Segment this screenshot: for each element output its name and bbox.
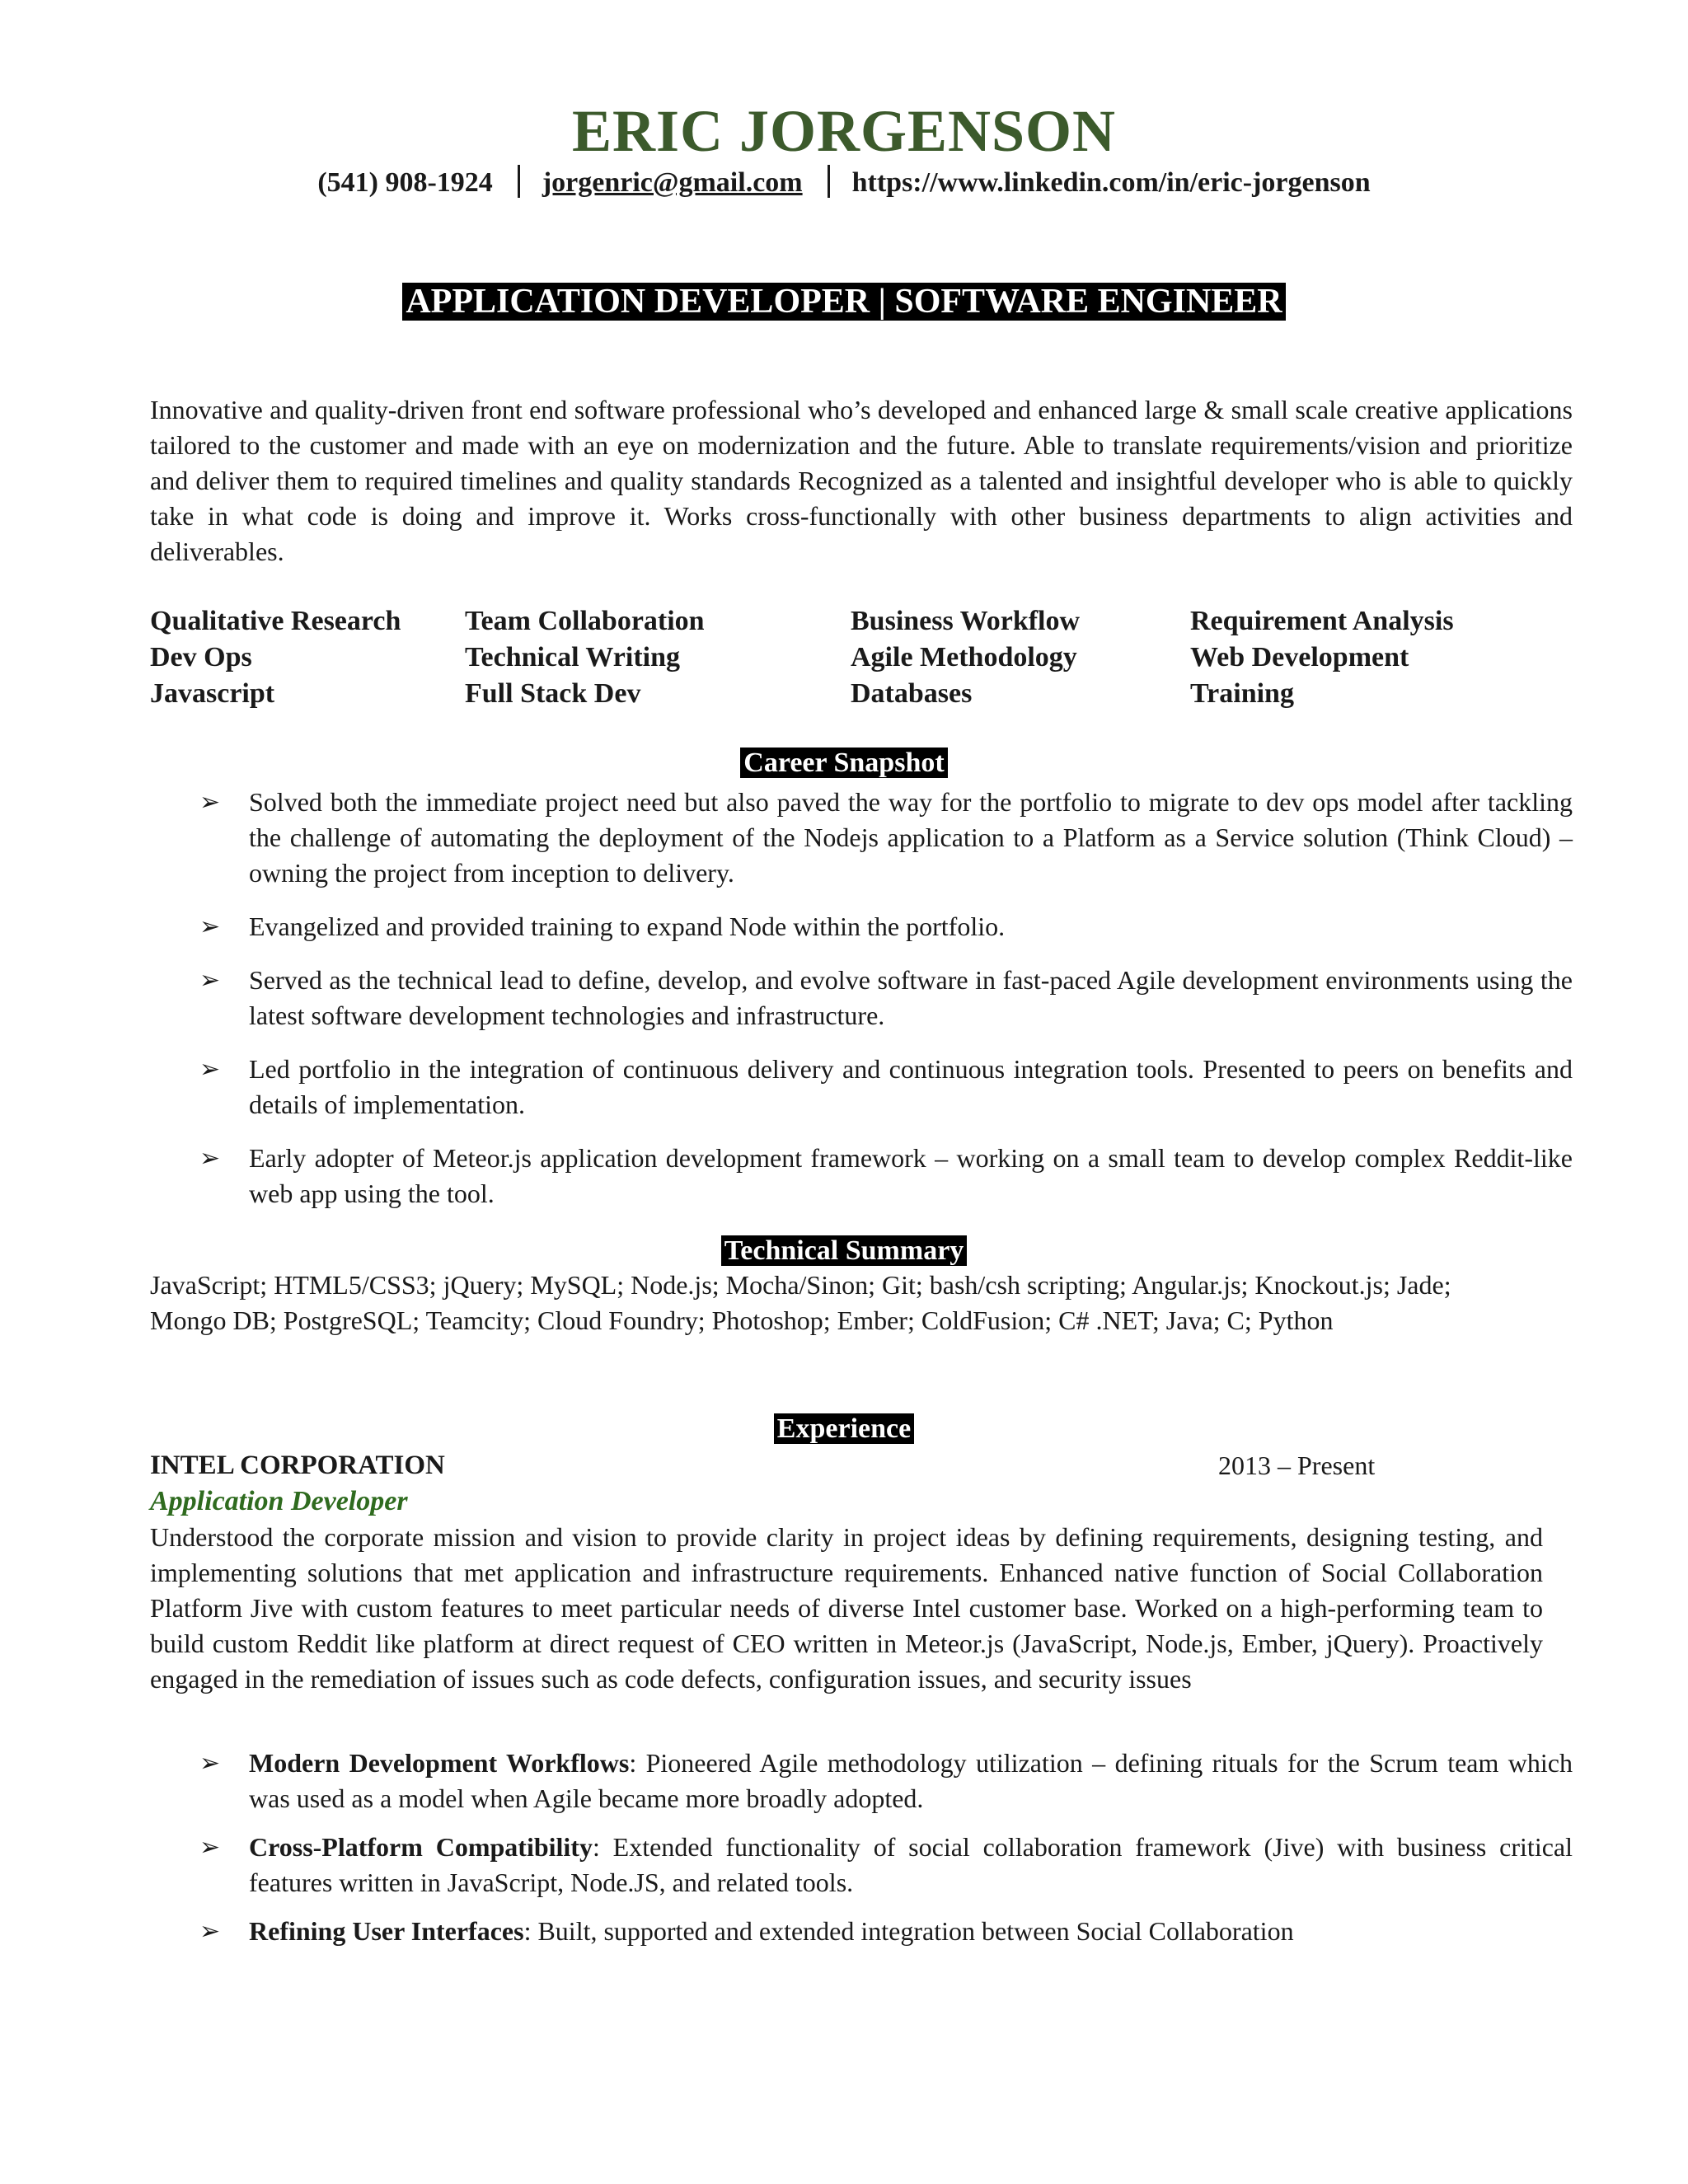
arrow-bullet-icon: ➢: [199, 1144, 221, 1173]
linkedin-url: https://www.linkedin.com/in/eric-jorgenson: [851, 167, 1371, 198]
list-item: [150, 1914, 1573, 1949]
arrow-bullet-icon: ➢: [199, 912, 221, 941]
skill-item: Agile Methodology: [851, 642, 1077, 673]
skill-item: Full Stack Dev: [465, 678, 641, 709]
list-item-text: Solved both the immediate project need but also paved the way for the portfolio to migrate to dev ops model after tackling the challenge of automating the deployment of the Nodejs application to a Platform as a Service solution (Think Cloud) – owning the project from inception to delivery.: [249, 787, 1573, 888]
list-item: [150, 785, 1573, 891]
professional-summary: Innovative and quality-driven front end software professional who’s developed and enhanced large & small scale creative applications tailored to the customer and made with an eye on modernization and the future. Able to translate requirements/vision and prioritize and deliver them to required timelines and quality standards Recognized as a talented and insightful developer who is able to quickly take in what code is doing and improve it. Works cross-functionally with other business departments to align activities and deliverables.: [150, 395, 1573, 566]
highlight-label: Refining User Interfaces: [249, 1916, 524, 1946]
arrow-bullet-icon: ➢: [199, 1055, 221, 1084]
skill-item: Databases: [851, 678, 973, 709]
highlight-text: : Extended functionality of social collaboration framework (Jive) with business critical features written in JavaScript, Node.JS, and related tools.: [249, 1832, 1573, 1897]
headline-text: APPLICATION DEVELOPER | SOFTWARE ENGINEER: [402, 283, 1285, 321]
highlight-label: Cross-Platform Compatibility: [249, 1832, 593, 1862]
highlight-text: : Pioneered Agile methodology utilization – defining rituals for the Scrum team which was used as a model when Agile became more broadly adopted.: [249, 1748, 1573, 1813]
list-item-text: Served as the technical lead to define, develop, and evolve software in fast-paced Agile development environments using the latest software development technologies and infrastructure.: [249, 965, 1573, 1030]
section-heading-technical-summary: [0, 1233, 1688, 1269]
list-item: [150, 1746, 1573, 1816]
contact-line: [0, 165, 1688, 199]
section-heading-text: Technical Summary: [721, 1235, 968, 1266]
email-link[interactable]: jorgenric@gmail.com: [542, 167, 803, 198]
skill-item: Dev Ops: [150, 642, 252, 673]
list-item: [150, 1141, 1573, 1212]
skill-item: Team Collaboration: [465, 606, 705, 636]
section-heading-text: Career Snapshot: [740, 748, 947, 778]
list-item: [150, 909, 1573, 944]
list-item: [150, 963, 1573, 1033]
skill-item: Qualitative Research: [150, 606, 401, 636]
highlight-label: Modern Development Workflows: [249, 1748, 630, 1778]
career-snapshot-list: [150, 785, 1573, 1230]
skills-row: [150, 603, 1573, 640]
skill-item: Web Development: [1190, 642, 1409, 673]
job-description: Understood the corporate mission and vision to provide clarity in project ideas by defining requirements, designing testing, and implementing solutions that met application and infrastructure requirements. Enhanced native function of Social Collaboration Platform Jive with custom features to meet particular needs of diverse Intel customer base. Worked on a high-performing team to build custom Reddit like platform at direct request of CEO written in Meteor.js (JavaScript, Node.js, Ember, jQuery). Proactively engaged in the remediation of issues such as code defects, configuration issues, and security issues: [150, 1522, 1543, 1694]
technical-summary-text: JavaScript; HTML5/CSS3; jQuery; MySQL; Node.js; Mocha/Sinon; Git; bash/csh scripting; Angular.js; Knockout.js; Jade; Mongo DB; PostgreSQL; Teamcity; Cloud Foundry; Photoshop; Ember; ColdFusion; C# .NET; Java; C; Python: [150, 1270, 1451, 1335]
highlight-text: : Built, supported and extended integration between Social Collaboration: [523, 1916, 1294, 1946]
job-title: Application Developer: [150, 1486, 408, 1516]
list-item: [150, 1052, 1573, 1122]
skill-item: Business Workflow: [851, 606, 1081, 636]
company-name: INTEL CORPORATION: [150, 1451, 445, 1480]
list-item-text: Evangelized and provided training to expand Node within the portfolio.: [249, 912, 1006, 941]
arrow-bullet-icon: ➢: [199, 1833, 221, 1862]
arrow-bullet-icon: ➢: [199, 1749, 221, 1778]
skill-item: Requirement Analysis: [1190, 606, 1454, 636]
skills-row: [150, 676, 1573, 712]
arrow-bullet-icon: ➢: [199, 966, 221, 995]
section-heading-career-snapshot: [0, 745, 1688, 781]
list-item-text: Led portfolio in the integration of continuous delivery and continuous integration tools. Presented to peers on benefits and details of implementation.: [249, 1054, 1573, 1119]
phone-number: (541) 908-1924: [317, 167, 493, 198]
headline-banner: [0, 279, 1688, 325]
list-item: [150, 1830, 1573, 1900]
separator: [518, 165, 520, 198]
section-heading-experience: [0, 1411, 1688, 1447]
arrow-bullet-icon: ➢: [199, 788, 221, 817]
arrow-bullet-icon: ➢: [199, 1917, 221, 1946]
separator: [828, 165, 830, 198]
skill-item: Technical Writing: [465, 642, 681, 673]
skills-grid: [150, 603, 1573, 712]
list-item-text: Early adopter of Meteor.js application development framework – working on a small team to develop complex Reddit-like web app using the tool.: [249, 1143, 1573, 1208]
skills-row: [150, 640, 1573, 676]
experience-highlights: [150, 1746, 1573, 1962]
section-heading-text: Experience: [774, 1413, 914, 1444]
candidate-name: ERIC JORGENSON: [571, 98, 1117, 164]
employment-dates: 2013 – Present: [1218, 1451, 1376, 1480]
skill-item: Training: [1190, 678, 1294, 709]
skill-item: Javascript: [150, 678, 275, 709]
